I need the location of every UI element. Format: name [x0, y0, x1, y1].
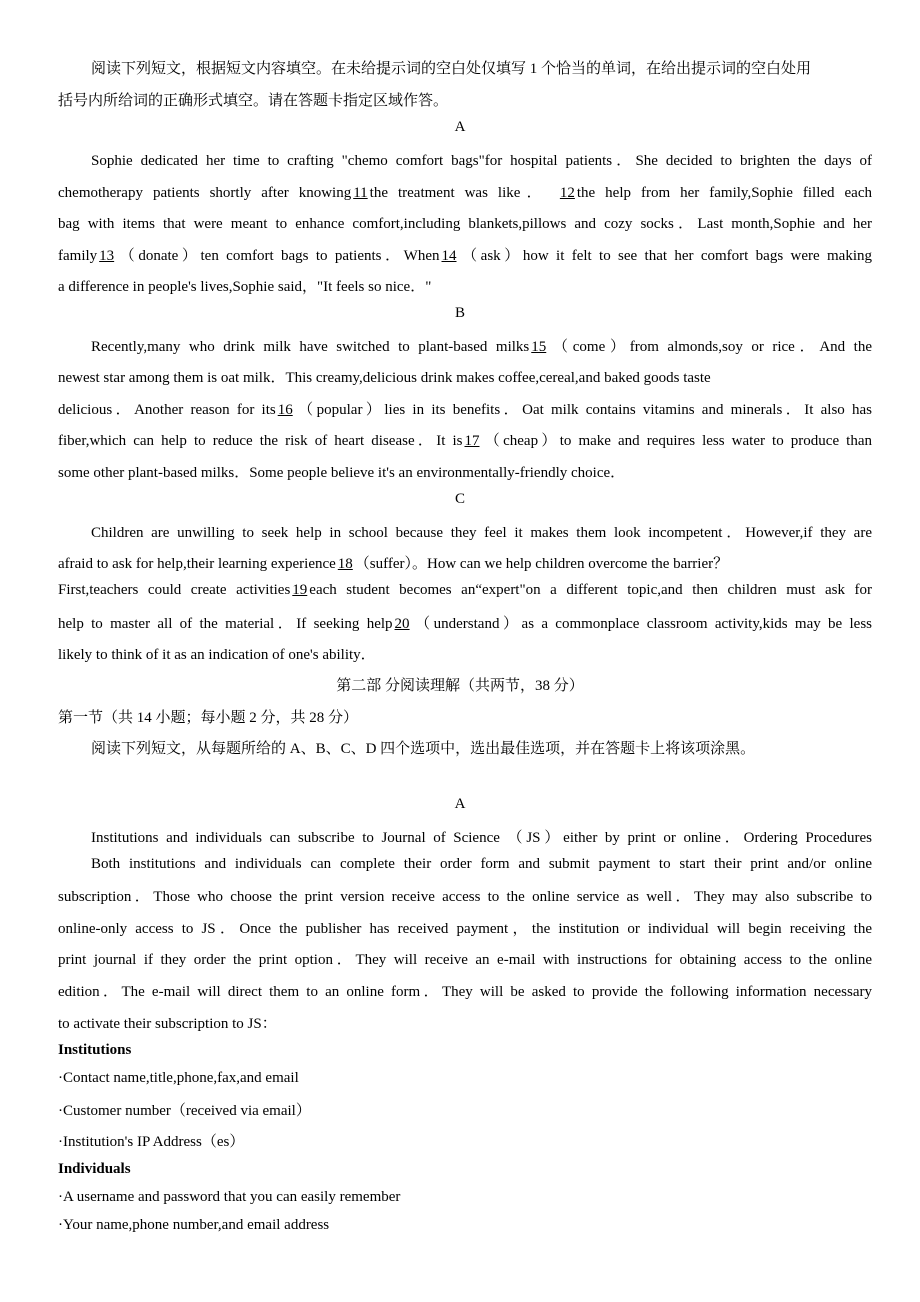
passage-c-label: C: [454, 491, 465, 507]
passage-a-line: a difference in people's lives,Sophie said，"It feels so nice．": [58, 279, 432, 295]
section-instruction: 阅读下列短文，从每题所给的 A、B、C、D 四个选项中，选出最佳选项，并在答题卡上将该项涂黑。: [91, 741, 756, 757]
instructions-line-2: 括号内所给词的正确形式填空。请在答题卡指定区域作答。: [58, 93, 449, 109]
passage-b-line: newest star among them is oat milk．This creamy,delicious drink makes coffee,cereal,and baked goods taste: [58, 370, 711, 386]
passage-a-line: family 13 （donate）ten comfort bags to patients．When 14 （ask）how it felt to see that her comfort bags were making: [58, 248, 872, 264]
part-title: 第二部 分阅读理解（共两节，38 分）: [336, 678, 584, 694]
passage-b-line: delicious．Another reason for its 16 （popular）lies in its benefits．Oat milk contains vitamins and minerals．It also has: [58, 402, 872, 418]
blank-15: 15: [531, 339, 547, 355]
blank-20: 20: [394, 616, 410, 632]
passage-b-line: some other plant-based milks．Some people believe it's an environmentally-friendly choice．: [58, 465, 626, 481]
passage-c-line: likely to think of it as an indication of one's ability．: [58, 647, 376, 663]
passage-a-line: bag with items that were meant to enhance comfort,including blankets,pillows and cozy socks．Last month,Sophie and her: [58, 216, 872, 232]
instructions-line-1: 阅读下列短文，根据短文内容填空。在未给提示词的空白处仅填写 1 个恰当的单词，在给出提示词的空白处用: [91, 61, 812, 77]
passage-c-line: help to master all of the material．If seeking help 20 （understand）as a commonplace classroom activity,kids may be less: [58, 616, 872, 632]
list-item: ·Contact name,title,phone,fax,and email: [58, 1070, 299, 1086]
list-item: ·Institution's IP Address（es）: [58, 1134, 245, 1150]
section-title: 第一节（共 14 小题；每小题 2 分，共 28 分）: [58, 710, 359, 726]
blank-16: 16: [277, 402, 293, 418]
passage-c-line: First,teachers could create activities 19 each student becomes an“expert"on a different topic,and then children must ask for: [58, 582, 872, 598]
reading-a-line: to activate their subscription to JS：: [58, 1016, 277, 1032]
reading-a-line: edition．The e-mail will direct them to an online form．They will be asked to provide the following information necessary: [58, 984, 872, 1000]
reading-a-line: Institutions and individuals can subscribe to Journal of Science （JS）either by print or online．Ordering Procedures: [91, 830, 872, 846]
blank-18: 18: [337, 556, 353, 572]
list-item: ·Customer number（received via email）: [58, 1103, 311, 1119]
institutions-heading: Institutions: [58, 1042, 132, 1058]
blank-14: 14: [441, 248, 457, 264]
reading-a-line: print journal if they order the print option．They will receive an e-mail with instructions for obtaining access to the online: [58, 952, 872, 968]
blank-13: 13: [99, 248, 115, 264]
list-item: ·A username and password that you can easily remember: [58, 1189, 401, 1205]
blank-12: 12: [559, 185, 575, 201]
passage-c-line: Children are unwilling to seek help in school because they feel it makes them look incompetent．However,if they are: [91, 525, 872, 541]
list-item: ·Your name,phone number,and email address: [58, 1217, 330, 1233]
individuals-heading: Individuals: [58, 1161, 131, 1177]
reading-a-line: subscription．Those who choose the print version receive access to the online service as well．They may also subscribe to: [58, 889, 872, 905]
passage-b-label: B: [454, 305, 465, 321]
reading-a-line: Both institutions and individuals can complete their order form and submit payment to start their print and/or online: [91, 856, 872, 872]
blank-11: 11: [353, 185, 368, 201]
passage-b-line: Recently,many who drink milk have switched to plant-based milks 15 （come）from almonds,soy or rice．And the: [91, 339, 872, 355]
passage-b-line: fiber,which can help to reduce the risk of heart disease．It is 17 （cheap）to make and requires less water to produce than: [58, 433, 872, 449]
passage-a-label: A: [454, 119, 466, 135]
passage-c-line: afraid to ask for help,their learning experience 18 （suffer）。How can we help children overcome the barrier？: [58, 556, 729, 572]
reading-a-label: A: [454, 796, 466, 812]
passage-a-line: Sophie dedicated her time to crafting "chemo comfort bags"for hospital patients．She decided to brighten the days of: [91, 153, 872, 169]
reading-a-line: online-only access to JS．Once the publisher has received payment，the institution or individual will begin receiving the: [58, 921, 872, 937]
blank-19: 19: [292, 582, 308, 598]
passage-a-line: chemotherapy patients shortly after knowing 11 the treatment was like． 12 the help from her family,Sophie filled each: [58, 185, 872, 201]
blank-17: 17: [464, 433, 480, 449]
